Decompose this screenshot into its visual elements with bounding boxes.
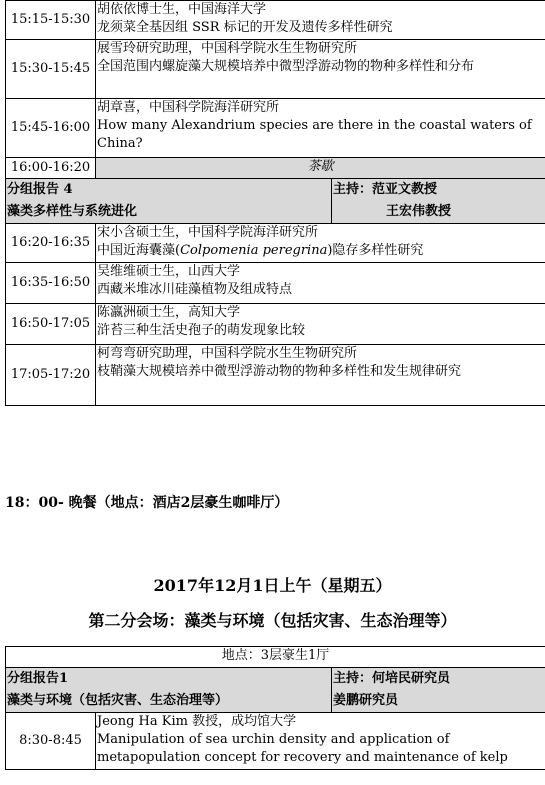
time-cell: 16:50-17:05 — [6, 304, 96, 345]
group-title — [6, 668, 332, 713]
group-hosts — [332, 179, 545, 224]
host-name: 姜鹏研究员 — [333, 693, 399, 708]
time-cell: 17:05-17:20 — [6, 345, 96, 406]
talk-title: 西藏米堆冰川硅藻植物及组成特点 — [97, 282, 293, 297]
time-cell: 15:45-16:00 — [6, 99, 96, 158]
location-label: 地点：3层豪生1厅 — [6, 647, 545, 668]
talk-title-part: )隐存多样性研究 — [327, 243, 424, 258]
speaker: 柯弯弯研究助理，中国科学院水生生物研究所 — [97, 346, 358, 361]
talk-title: How many Alexandrium species are there in the coastal waters of China? — [97, 118, 532, 151]
talk-title — [97, 242, 544, 260]
time-cell: 15:15-15:30 — [6, 1, 96, 40]
group-number: 分组报告 4 — [7, 182, 73, 197]
table-row — [6, 224, 545, 263]
time-cell: 15:30-15:45 — [6, 40, 96, 99]
group-topic: 藻类与环境（包括灾害、生态治理等） — [7, 693, 229, 708]
group-topic: 藻类多样性与系统进化 — [7, 204, 138, 219]
talk-title: 浒苔三种生活史孢子的萌发现象比较 — [97, 323, 306, 338]
table-row — [6, 263, 545, 304]
host-name: 何培民研究员 — [372, 671, 451, 686]
speaker: 宋小含硕士生，中国科学院海洋研究所 — [97, 225, 319, 240]
talk-cell — [96, 224, 545, 263]
date-heading: 2017年12月1日上午（星期五） — [153, 576, 392, 595]
talk-cell — [96, 1, 545, 40]
host-label: 主持： — [333, 182, 373, 197]
talk-cell — [96, 345, 545, 406]
group-header-row — [6, 668, 545, 713]
group-header-row — [6, 179, 545, 224]
group-number: 分组报告1 — [7, 671, 69, 686]
host-name: 范亚文教授 — [372, 182, 438, 197]
talk-title: 枝鞘藻大规模培养中微型浮游动物的物种多样性和发生规律研究 — [97, 364, 462, 379]
group-title — [6, 179, 332, 224]
time-cell: 16:35-16:50 — [6, 263, 96, 304]
speaker: 吴维维硕士生，山西大学 — [97, 264, 241, 279]
break-row — [6, 158, 545, 179]
schedule-table-1 — [5, 0, 545, 406]
time-cell: 16:20-16:35 — [6, 224, 96, 263]
table-row — [6, 40, 545, 99]
talk-cell — [96, 99, 545, 158]
table-row — [6, 304, 545, 345]
speaker: 胡章喜，中国科学院海洋研究所 — [97, 100, 280, 115]
time-cell: 8:30-8:45 — [6, 713, 96, 770]
talk-cell — [96, 263, 545, 304]
talk-cell — [96, 40, 545, 99]
talk-cell — [96, 713, 545, 770]
table-row — [6, 345, 545, 406]
speaker: Jeong Ha Kim 教授，成均馆大学 — [97, 714, 297, 729]
talk-title: 全国范围内螺旋藻大规模培养中微型浮游动物的物种多样性和分布 — [97, 59, 475, 74]
table-row — [6, 99, 545, 158]
talk-title-part: 中国近海囊藻( — [97, 243, 181, 258]
talk-title: metapopulation concept for recovery and maintenance of kelp — [97, 750, 508, 765]
species-name: Colpomenia peregrina — [180, 243, 328, 258]
speaker: 展雪玲研究助理，中国科学院水生生物研究所 — [97, 41, 358, 56]
table-row — [6, 1, 545, 40]
tea-break-label: 茶歇 — [96, 158, 545, 179]
host-name: 王宏伟教授 — [386, 204, 452, 219]
location-row — [6, 647, 545, 668]
group-hosts — [332, 668, 545, 713]
schedule-table-2 — [5, 646, 545, 770]
host-label: 主持： — [333, 671, 373, 686]
time-cell: 16:00-16:20 — [6, 158, 96, 179]
dinner-note: 18：00- 晚餐（地点：酒店2层豪生咖啡厅） — [5, 495, 289, 511]
speaker: 陈瀛洲硕士生，高知大学 — [97, 305, 241, 320]
talk-title: 龙须菜全基因组 SSR 标记的开发及遗传多样性研究 — [97, 20, 393, 35]
speaker: 胡依依博士生，中国海洋大学 — [97, 2, 267, 17]
session-heading: 第二分会场：藻类与环境（包括灾害、生态治理等） — [88, 611, 457, 630]
talk-cell — [96, 304, 545, 345]
table-row — [6, 713, 545, 770]
talk-title: Manipulation of sea urchin density and application of — [97, 732, 450, 747]
